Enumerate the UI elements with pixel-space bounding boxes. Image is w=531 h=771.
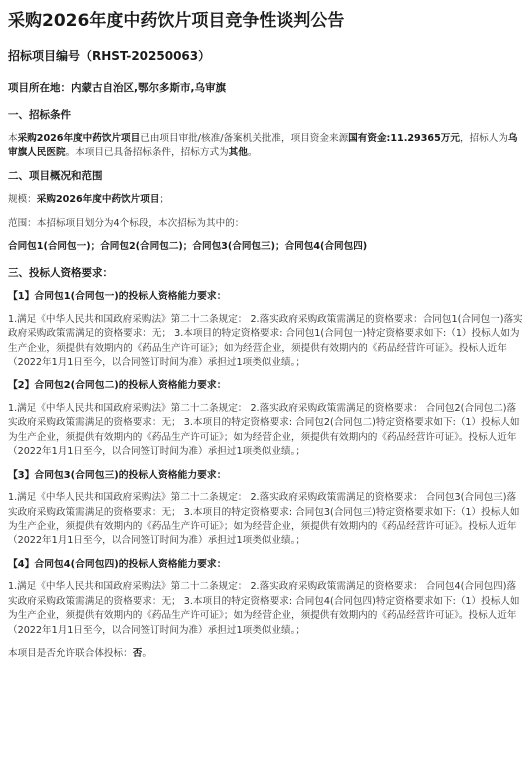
package-1-title: 【1】合同包1(合同包一)的投标人资格能力要求： — [8, 291, 227, 303]
section-heading-qualifications: 三、投标人资格要求： — [8, 267, 113, 280]
scale-value: 采购2026年度中药饮片项目 — [36, 194, 160, 206]
package-2-body: 1.满足《中华人民共和国政府采购法》第二十二条规定： 2.落实政府采购政策需满足的资格要求： 合同包2(合同包二)落实政府采购政策需满足的资格要求：无； 3.本项目的特定资格要求: 合同包2(合同包二)特定资格要求如下:（1）投标人如为生产企业，须提供有效期内的《药品生产许可证》；如为经营企业，须提供有效期内的《药品经营许可证》。投标人近年（2022年1月1日至今，以合同签订时间为准）承担过1项类似业绩。； — [8, 402, 520, 458]
qualification-item — [8, 469, 523, 549]
package-3-body: 1.满足《中华人民共和国政府采购法》第二十二条规定： 2.落实政府采购政策需满足的资格要求： 合同包3(合同包三)落实政府采购政策需满足的资格要求：无； 3.本项目的特定资格要求: 合同包3(合同包三)特定资格要求如下:（1）投标人如为生产企业，须提供有效期内的《药品生产许可证》；如为经营企业，须提供有效期内的《药品经营许可证》。投标人近年（2022年1月1日至今，以合同签订时间为准）承担过1项类似业绩。； — [8, 492, 520, 547]
text-span: ； — [159, 194, 170, 206]
consortium-label: 本项目是否允许联合体投标： — [8, 648, 133, 660]
scale-line — [8, 193, 523, 207]
location-value: 内蒙古自治区,鄂尔多斯市,乌审旗 — [71, 82, 226, 95]
project-number: 招标项目编号（RHST-20250063） — [8, 49, 211, 64]
package-2-title: 【2】合同包2(合同包二)的投标人资格能力要求： — [8, 380, 227, 392]
package-4-body: 1.满足《中华人民共和国政府采购法》第二十二条规定： 2.落实政府采购政策需满足的资格要求： 合同包4(合同包四)落实政府采购政策需满足的资格要求：无； 3.本项目的特定资格要求: 合同包4(合同包四)特定资格要求如下:（1）投标人如为生产企业，须提供有效期内的《药品生产许可证》；如为经营企业，须提供有效期内的《药品经营许可证》。投标人近年（2022年1月1日至今，以合同签订时间为准）承担过1项类似业绩。； — [8, 581, 520, 636]
text-span: 本 — [8, 132, 18, 144]
package-3-title: 【3】合同包3(合同包三)的投标人资格能力要求： — [8, 469, 227, 481]
qualification-item — [8, 379, 523, 459]
fund-source: 国有资金:11.29365万元 — [348, 132, 460, 144]
package-1-body: 1.满足《中华人民共和国政府采购法》第二十二条规定： 2.落实政府采购政策需满足的资格要求：合同包1(合同包一)落实政府采购政策需满足的资格要求：无； 3.本项目的特定资格要求: 合同包1(合同包一)特定资格要求如下:（1）投标人如为生产企业，须提供有效期内的《药品生产许可证》；如为经营企业，须提供有效期内的《药品经营许可证》。投标人近年（2022年1月1日至今，以合同签订时间为准）承担过1项类似业绩。； — [8, 313, 523, 368]
tenderer-name: 乌审旗人民医院 — [8, 132, 518, 158]
package-4-title: 【4】合同包4(合同包四)的投标人资格能力要求： — [8, 558, 227, 570]
scope-line: 范围：本招标项目划分为4个标段，本次招标为其中的： — [8, 217, 245, 229]
consortium-value: 否 — [132, 648, 143, 660]
qualification-item — [8, 290, 523, 370]
text-span: 。本项目已具备招标条件，招标方式为 — [65, 146, 229, 158]
package-list: 合同包1(合同包一)；合同包2(合同包二)；合同包3(合同包三)；合同包4(合同包四) — [8, 240, 368, 252]
page-title: 采购2026年度中药饮片项目竞争性谈判公告 — [8, 11, 345, 31]
section-heading-overview: 二、项目概况和范围 — [8, 170, 103, 183]
qualification-item — [8, 558, 523, 638]
scale-label: 规模： — [8, 194, 37, 206]
project-name: 采购2026年度中药饮片项目 — [17, 132, 141, 144]
location-label: 项目所在地： — [8, 82, 71, 95]
project-location — [8, 81, 523, 97]
consortium-line — [8, 647, 523, 661]
text-span: 。 — [142, 648, 152, 660]
text-span: 。 — [247, 146, 258, 158]
section-heading-conditions: 一、招标条件 — [8, 108, 71, 121]
text-span: 已由项目审批/核准/备案机关批准，项目资金来源 — [140, 132, 349, 144]
text-span: ，招标人为 — [459, 132, 508, 144]
tender-method: 其他 — [228, 146, 248, 158]
conditions-paragraph — [8, 132, 523, 161]
